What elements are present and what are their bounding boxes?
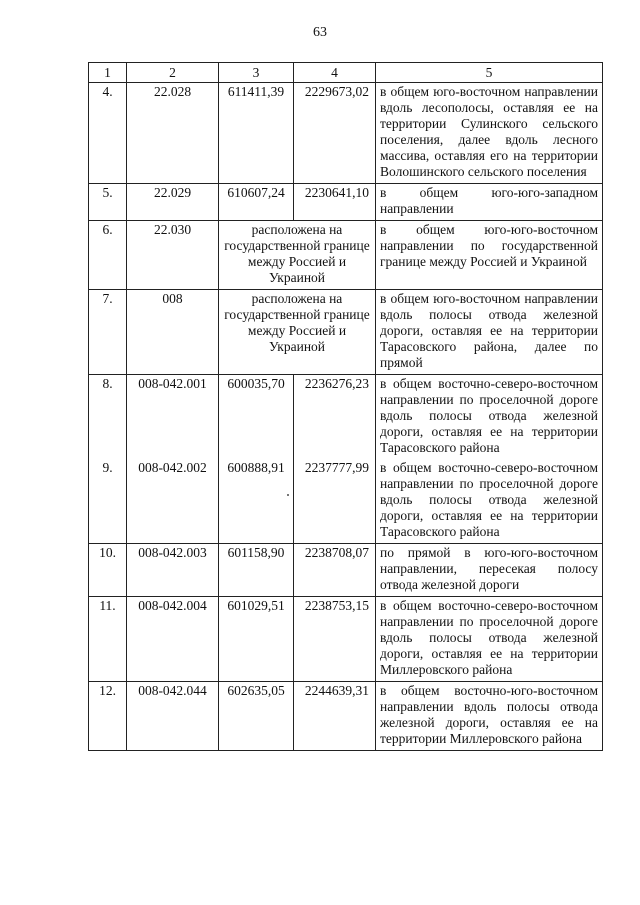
table-row (89, 544, 603, 597)
header-cell: 5 (376, 63, 603, 83)
point-code: 22.028 (127, 83, 219, 184)
table-row (89, 290, 603, 375)
table-row (89, 682, 603, 751)
table-row (89, 375, 603, 460)
table-row (89, 221, 603, 290)
coord-x: 611411,39 (219, 83, 294, 184)
coord-y: 2229673,02 (294, 83, 376, 184)
coord-x: 601029,51 (219, 597, 294, 682)
row-number: 11. (89, 597, 127, 682)
point-code: 008-042.001 (127, 375, 219, 460)
row-number: 6. (89, 221, 127, 290)
table-row (89, 597, 603, 682)
row-number: 8. (89, 375, 127, 460)
point-code: 22.030 (127, 221, 219, 290)
coord-y: 2230641,10 (294, 184, 376, 221)
row-number: 9. (89, 459, 127, 544)
description: в общем юго-восточном направлении вдоль лесополосы, оставляя ее на территории Сулинского сельского поселения, далее вдоль лесного массива, оставляя его на территории Волошинского сельского поселения (376, 83, 603, 184)
point-code: 22.029 (127, 184, 219, 221)
row-number: 10. (89, 544, 127, 597)
boundary-table (88, 62, 603, 751)
coord-y: 2244639,31 (294, 682, 376, 751)
coord-x: 600035,70 (219, 375, 294, 460)
coord-y: 2238753,15 (294, 597, 376, 682)
point-code: 008-042.002 (127, 459, 219, 544)
table-header-row (89, 63, 603, 83)
header-cell: 2 (127, 63, 219, 83)
coord-x: 610607,24 (219, 184, 294, 221)
point-code: 008-042.004 (127, 597, 219, 682)
page-number: 63 (313, 25, 327, 40)
row-number: 5. (89, 184, 127, 221)
location-note: расположена на государственной границе между Россией и Украиной (219, 290, 376, 375)
point-code: 008-042.003 (127, 544, 219, 597)
coord-y: 2237777,99 (294, 459, 376, 544)
header-cell: 4 (294, 63, 376, 83)
coord-x: 600888,91 (219, 459, 294, 544)
coord-y: 2236276,23 (294, 375, 376, 460)
header-cell: 1 (89, 63, 127, 83)
description: в общем восточно-северо-восточном направлении по проселочной дороге вдоль полосы отвода железной дороги, оставляя ее на территории Миллеровского района (376, 597, 603, 682)
description: в общем восточно-юго-восточном направлении вдоль полосы отвода железной дороги, оставляя ее на территории Миллеровского района (376, 682, 603, 751)
point-code: 008 (127, 290, 219, 375)
header-cell: 3 (219, 63, 294, 83)
row-number: 4. (89, 83, 127, 184)
description: в общем юго-юго-западном направлении (376, 184, 603, 221)
table-row (89, 184, 603, 221)
table-row (89, 83, 603, 184)
location-note: расположена на государственной границе между Россией и Украиной (219, 221, 376, 290)
coord-y: 2238708,07 (294, 544, 376, 597)
description: по прямой в юго-юго-восточном направлении, пересекая полосу отвода железной дороги (376, 544, 603, 597)
row-number: 7. (89, 290, 127, 375)
coord-x: 601158,90 (219, 544, 294, 597)
table-row (89, 459, 603, 544)
row-number: 12. (89, 682, 127, 751)
description: в общем юго-восточном направлении вдоль полосы отвода железной дороги, оставляя ее на территории Тарасовского района, далее по прямой (376, 290, 603, 375)
description: в общем юго-юго-восточном направлении по государственной границе между Россией и Украиной (376, 221, 603, 290)
coord-x: 602635,05 (219, 682, 294, 751)
point-code: 008-042.044 (127, 682, 219, 751)
scan-speck (287, 494, 289, 496)
description: в общем восточно-северо-восточном направлении по проселочной дороге вдоль полосы отвода железной дороги, оставляя ее на территории Тарасовского района (376, 375, 603, 460)
description: в общем восточно-северо-восточном направлении по проселочной дороге вдоль полосы отвода железной дороги, оставляя ее на территории Тарасовского района (376, 459, 603, 544)
